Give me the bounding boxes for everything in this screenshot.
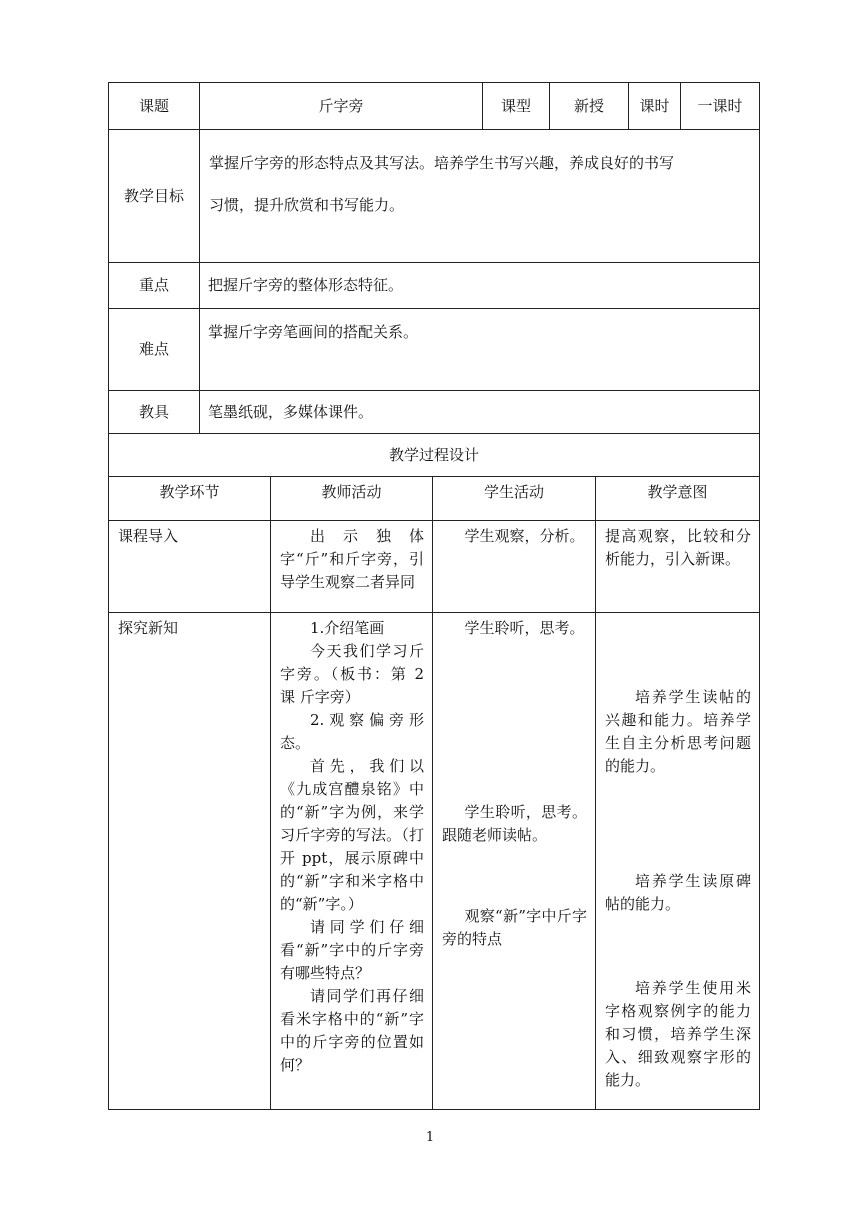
difficulty-row	[109, 309, 760, 391]
process-title-row	[109, 434, 760, 477]
difficulty-text: 掌握斤字旁笔画间的搭配关系。	[200, 309, 760, 391]
lesson-info-table	[108, 82, 760, 477]
difficulty-label: 难点	[109, 309, 200, 391]
student-activity-1: 学生聆听，思考。	[464, 619, 585, 637]
tools-text: 笔墨纸砚，多媒体课件。	[200, 391, 760, 434]
page-number: 1	[425, 1130, 435, 1145]
teacher-step-4: 首先，我们以《九成宫醴泉铭》中的“新”字为例，来学习斤字旁的写法。（打开 ppt，展示原碑中的“新”字和米字格中的“新”字。）	[280, 757, 424, 913]
explore-teacher-cell	[271, 613, 433, 1110]
col-student: 学生活动	[433, 477, 596, 521]
intro-row	[109, 521, 760, 613]
explore-student-cell	[433, 613, 596, 1110]
tools-label: 教具	[109, 391, 200, 434]
type-label: 课型	[483, 83, 550, 130]
header-row	[109, 83, 760, 130]
teacher-step-3: 2.观察偏旁形态。	[280, 711, 424, 752]
intent-2: 培养学生读原碑帖的能力。	[605, 872, 751, 913]
key-point-text: 把握斤字旁的整体形态特征。	[200, 263, 760, 309]
explore-row	[109, 613, 760, 1110]
intent-1: 培养学生读帖的兴趣和能力。培养学生自主分析思考问题的能力。	[605, 688, 751, 775]
col-teacher: 教师活动	[271, 477, 433, 521]
teacher-step-5: 请同学们仔细看“新”字中的斤字旁有哪些特点？	[280, 918, 424, 982]
intent-3: 培养学生使用米字格观察例字的能力和习惯，培养学生深入、细致观察字形的能力。	[605, 979, 751, 1089]
tools-row	[109, 391, 760, 434]
topic-value: 斤字旁	[200, 83, 483, 130]
teacher-step-2: 今天我们学习斤字旁。（板书：第 2 课 斤字旁）	[280, 642, 424, 706]
hours-label: 课时	[629, 83, 681, 130]
col-stage: 教学环节	[109, 477, 271, 521]
objectives-cell	[200, 130, 760, 263]
intro-student: 学生观察，分析。	[464, 527, 585, 545]
objectives-line-1: 掌握斤字旁的形态特点及其写法。培养学生书写兴趣，养成良好的书写	[209, 154, 675, 172]
key-point-label: 重点	[109, 263, 200, 309]
intro-intent: 提高观察，比较和分析能力，引入新课。	[596, 521, 760, 613]
hours-value: 一课时	[681, 83, 760, 130]
intro-teacher: 出示独体字“斤”和斤字旁，引导学生观察二者异同	[280, 527, 424, 591]
col-intent: 教学意图	[596, 477, 760, 521]
teacher-step-1: 1.介绍笔画	[310, 619, 385, 637]
intro-teacher-cell	[271, 521, 433, 613]
objectives-line-2: 习惯，提升欣赏和书写能力。	[209, 196, 405, 214]
process-header-row	[109, 477, 760, 521]
objectives-label: 教学目标	[109, 130, 200, 263]
student-activity-2: 学生聆听，思考。跟随老师读帖。	[442, 803, 587, 844]
intro-student-cell	[433, 521, 596, 613]
student-activity-3: 观察“新”字中斤字旁的特点	[442, 907, 587, 948]
teacher-step-6: 请同学们再仔细看米字格中的“新”字中的斤字旁的位置如何？	[280, 987, 424, 1074]
explore-intent-cell	[596, 613, 760, 1110]
process-table	[108, 476, 760, 1110]
topic-label: 课题	[109, 83, 200, 130]
key-point-row	[109, 263, 760, 309]
type-value: 新授	[550, 83, 629, 130]
explore-stage: 探究新知	[109, 613, 271, 1110]
intro-stage: 课程导入	[109, 521, 271, 613]
objectives-row	[109, 130, 760, 263]
process-title: 教学过程设计	[109, 434, 760, 477]
